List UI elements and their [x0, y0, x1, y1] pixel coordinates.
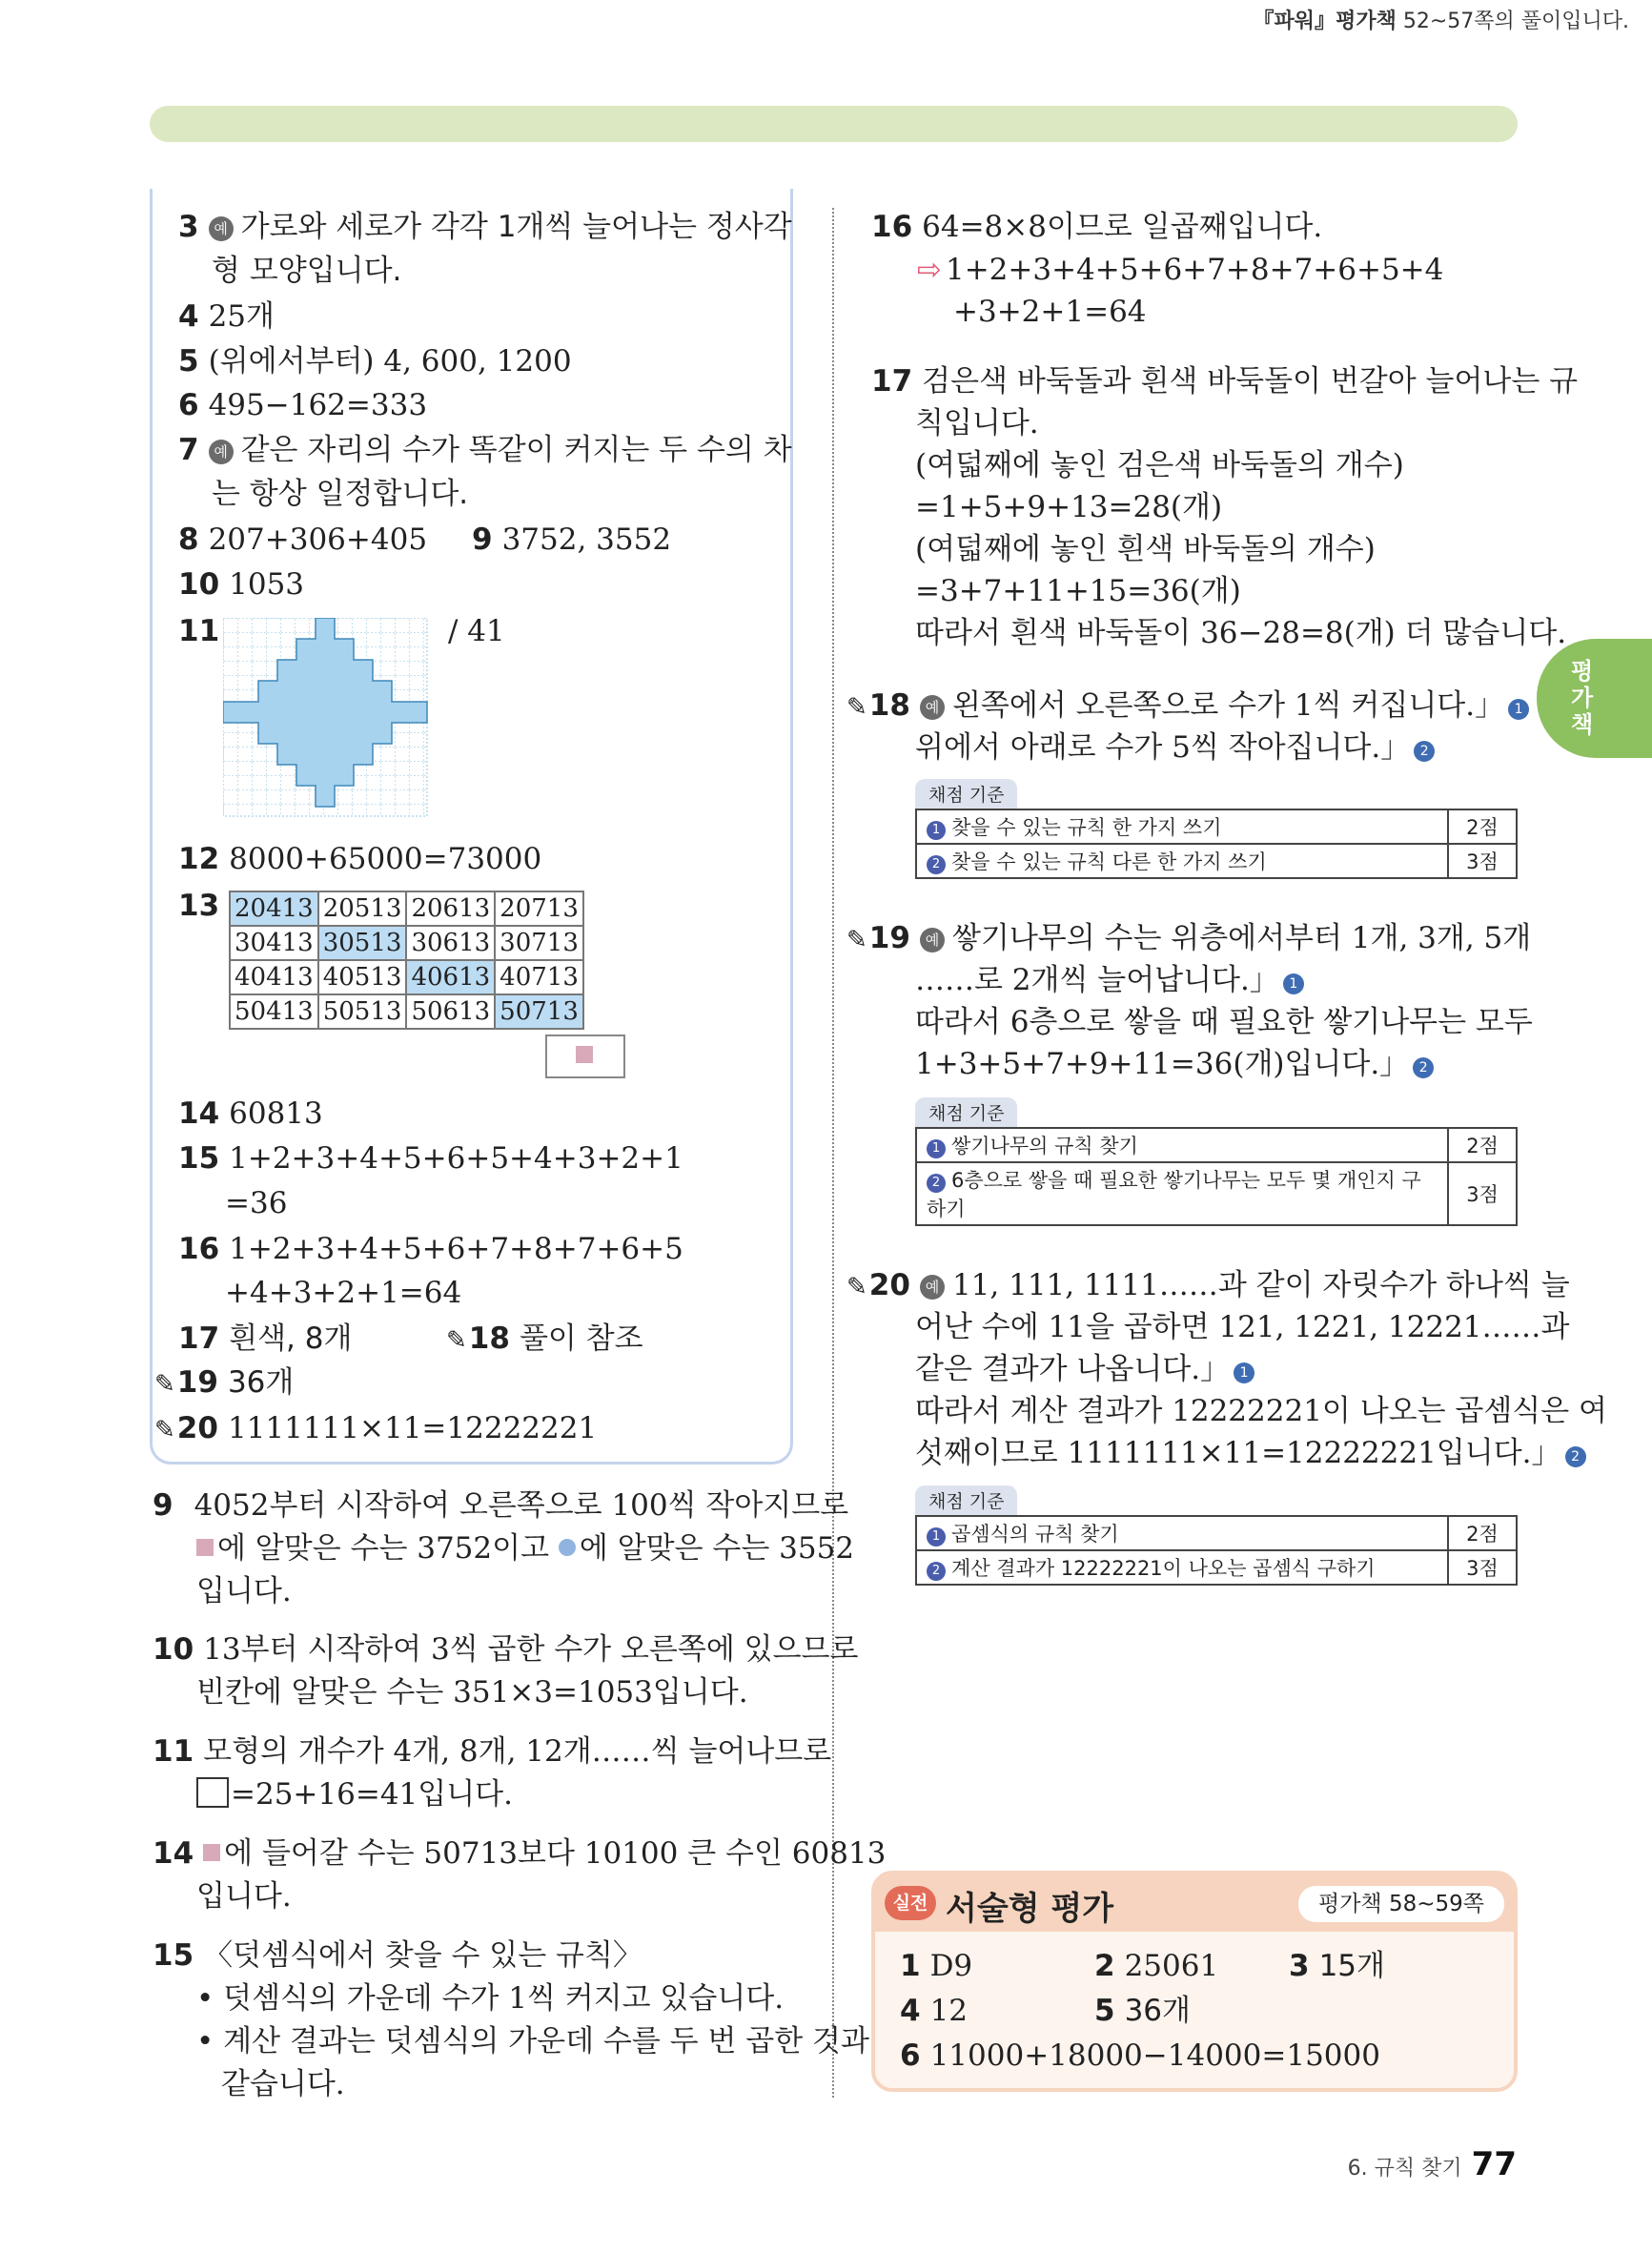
table-cell: 2 찾을 수 있는 규칙 다른 한 가지 쓰기: [916, 844, 1448, 878]
answer-8: 8 207+306+405: [178, 522, 428, 557]
header-banner: [150, 106, 1518, 142]
marker-1-icon: 1: [927, 821, 946, 840]
rubric-20-header: 채점 기준: [915, 1485, 1017, 1515]
answer-14: 14 60813: [178, 1096, 323, 1131]
table-cell: 3점: [1448, 1162, 1517, 1225]
page-number: 77: [1471, 2145, 1517, 2183]
side-tab-label: 평가책: [1571, 658, 1594, 738]
square-icon: [576, 1046, 593, 1063]
answer-3: 3 예 가로와 세로가 각각 1개씩 늘어나는 정사각: [178, 210, 792, 244]
marker-2-icon: 2: [927, 855, 946, 874]
answer-13: 13: [178, 889, 220, 923]
answer-15: 15 1+2+3+4+5+6+5+4+3+2+1: [178, 1141, 683, 1176]
header-text: 『파워』평가책 52~57쪽의 풀이입니다.: [1253, 10, 1629, 33]
table-cell: 30513: [318, 926, 407, 960]
pencil-icon: ✎: [846, 1273, 867, 1301]
explanation-19-line3: 따라서 6층으로 쌓을 때 필요한 쌓기나무는 모두: [915, 1005, 1533, 1039]
explanation-19-line4: 1+3+5+7+9+11=36(개)입니다.」 2: [915, 1045, 1434, 1083]
practice-answer-3: 3 15개: [1289, 1949, 1385, 1983]
table-row: [230, 926, 583, 960]
chapter-label: 6. 규칙 찾기: [1347, 2157, 1462, 2181]
table-cell: 1 쌓기나무의 규칙 찾기: [916, 1128, 1448, 1162]
rubric-19-table: [915, 1127, 1518, 1226]
answer-13-torn-cell: [545, 1034, 625, 1078]
table-cell: 2점: [1448, 1128, 1517, 1162]
table-cell: 2 계산 결과가 12222221이 나오는 곱셈식 구하기: [916, 1550, 1448, 1585]
explanation-20-line2: 어난 수에 11을 곱하면 121, 1221, 12221……과: [915, 1310, 1570, 1344]
explanation-17-line5: (여덟째에 놓인 흰색 바둑돌의 개수): [915, 532, 1376, 566]
table-cell: 40713: [495, 960, 583, 994]
explanation-15-line3: • 계산 결과는 덧셈식의 가운데 수를 두 번 곱한 것과: [196, 2024, 869, 2058]
rubric-18-table: [915, 809, 1518, 879]
explanation-20: ✎20 예 11, 111, 1111……과 같이 자릿수가 하나씩 늘: [846, 1268, 1570, 1302]
table-cell: 2 6층으로 쌓을 때 필요한 쌓기나무는 모두 몇 개인지 구하기: [916, 1162, 1448, 1225]
explanation-17-line2: 칙입니다.: [915, 406, 1039, 440]
marker-2-icon: 2: [927, 1174, 946, 1193]
table-cell: 40513: [318, 960, 407, 994]
answer-4: 4 25개: [178, 299, 275, 334]
table-row: [916, 1128, 1517, 1162]
practice-answer-4: 4 12: [900, 1994, 969, 2028]
explanation-16-line3: +3+2+1=64: [953, 295, 1147, 329]
table-row: [916, 1162, 1517, 1225]
table-row: [916, 1550, 1517, 1585]
marker-1-icon: 1: [1508, 699, 1529, 720]
explanation-11-line2: =25+16=41입니다.: [196, 1775, 513, 1813]
answer-9: 9 3752, 3552: [472, 522, 672, 557]
table-cell: 30413: [230, 926, 318, 960]
explanation-19-line2: ……로 2개씩 늘어납니다.」 1: [915, 961, 1304, 999]
circle-icon: [559, 1539, 576, 1556]
explanation-17-line3: (여덟째에 놓인 검은색 바둑돌의 개수): [915, 448, 1404, 482]
answer-20: ✎20 1111111×11=12222221: [154, 1411, 598, 1445]
answer-7: 7 예 같은 자리의 수가 똑같이 커지는 두 수의 차: [178, 433, 792, 467]
explanation-16: 16 64=8×8이므로 일곱째입니다.: [871, 210, 1323, 244]
practice-pages: 평가책 58~59쪽: [1298, 1886, 1504, 1922]
marker-2-icon: 2: [1565, 1446, 1586, 1467]
marker-2-icon: 2: [927, 1562, 946, 1581]
explanation-11: 11 모형의 개수가 4개, 8개, 12개……씩 늘어나므로: [153, 1734, 832, 1769]
explanation-20-line5: 섯째이므로 1111111×11=12222221입니다.」 2: [915, 1434, 1586, 1472]
answer-13-number-table: [229, 891, 584, 1030]
rubric-19-header: 채점 기준: [915, 1097, 1017, 1127]
table-cell: 20413: [230, 891, 318, 926]
explanation-9-line3: 입니다.: [196, 1574, 292, 1608]
explanation-18-line2: 위에서 아래로 수가 5씩 작아집니다.」 2: [915, 728, 1435, 767]
answer-7-cont: 는 항상 일정합니다.: [212, 477, 469, 511]
table-cell: 1 곱셈식의 규칙 찾기: [916, 1516, 1448, 1550]
table-cell: 50613: [406, 994, 495, 1029]
practice-badge: 실전: [885, 1886, 936, 1920]
table-row: [916, 844, 1517, 878]
answer-10: 10 1053: [178, 567, 305, 602]
explanation-14-line2: 입니다.: [196, 1879, 292, 1914]
table-cell: 30713: [495, 926, 583, 960]
table-cell: 2점: [1448, 1516, 1517, 1550]
table-cell: 20513: [318, 891, 407, 926]
arrow-right-icon: ⇨: [917, 253, 942, 287]
blank-box-icon: [196, 1777, 229, 1808]
answer-16: 16 1+2+3+4+5+6+7+8+7+6+5: [178, 1232, 683, 1266]
table-row: [230, 960, 583, 994]
practice-answer-5: 5 36개: [1094, 1994, 1191, 2028]
rubric-18-header: 채점 기준: [915, 779, 1017, 809]
side-tab: [1537, 639, 1652, 758]
column-divider: [832, 208, 834, 2098]
table-cell: 20713: [495, 891, 583, 926]
table-cell: 50713: [495, 994, 583, 1029]
explanation-20-line4: 따라서 계산 결과가 12222221이 나오는 곱셈식은 여: [915, 1394, 1607, 1428]
marker-1-icon: 1: [1234, 1362, 1254, 1383]
answer-11-value: / 41: [448, 614, 505, 648]
table-row: [230, 994, 583, 1029]
answer-5: 5 (위에서부터) 4, 600, 1200: [178, 344, 572, 379]
explanation-16-line2: ⇨ 1+2+3+4+5+6+7+8+7+6+5+4: [917, 253, 1444, 287]
explanation-17-line6: =3+7+11+15=36(개): [915, 574, 1241, 608]
table-cell: 30613: [406, 926, 495, 960]
answer-3-cont: 형 모양입니다.: [212, 254, 402, 288]
table-cell: 50413: [230, 994, 318, 1029]
explanation-17-line4: =1+5+9+13=28(개): [915, 490, 1223, 524]
table-cell: 40613: [406, 960, 495, 994]
answer-16-cont: +4+3+2+1=64: [225, 1276, 462, 1310]
explanation-10-line2: 빈칸에 알맞은 수는 351×3=1053입니다.: [196, 1675, 748, 1710]
explanation-9: 9 4052부터 시작하여 오른쪽으로 100씩 작아지므로: [153, 1488, 849, 1523]
explanation-9-line2: 에 알맞은 수는 3752이고 에 알맞은 수는 3552: [196, 1529, 854, 1567]
table-cell: 20613: [406, 891, 495, 926]
practice-answer-2: 2 25061: [1094, 1949, 1219, 1983]
answer-11-grid-figure: [223, 618, 429, 818]
marker-1-icon: 1: [927, 1139, 946, 1158]
marker-2-icon: 2: [1413, 1057, 1434, 1078]
explanation-19: ✎19 예 쌓기나무의 수는 위층에서부터 1개, 3개, 5개: [846, 921, 1532, 955]
practice-answer-1: 1 D9: [900, 1949, 973, 1983]
table-row: [916, 809, 1517, 844]
table-cell: 2점: [1448, 809, 1517, 844]
table-cell: 3점: [1448, 844, 1517, 878]
table-cell: 3점: [1448, 1550, 1517, 1585]
answer-12: 12 8000+65000=73000: [178, 842, 542, 876]
marker-1-icon: 1: [1283, 973, 1304, 994]
marker-2-icon: 2: [1414, 741, 1435, 762]
explanation-15-line2: • 덧셈식의 가운데 수가 1씩 커지고 있습니다.: [196, 1981, 785, 2016]
answer-17: 17 흰색, 8개: [178, 1321, 353, 1356]
practice-title: 서술형 평가: [946, 1890, 1114, 1928]
answer-15-cont: =36: [225, 1186, 288, 1220]
pencil-icon: ✎: [446, 1326, 467, 1355]
marker-1-icon: 1: [927, 1527, 946, 1546]
explanation-14: 14 에 들어갈 수는 50713보다 10100 큰 수인 60813: [153, 1836, 887, 1871]
table-cell: 50513: [318, 994, 407, 1029]
explanation-15: 15 〈덧셈식에서 찾을 수 있는 규칙〉: [153, 1938, 642, 1973]
pencil-icon: ✎: [846, 693, 867, 722]
page-footer: [1348, 2145, 1517, 2183]
table-cell: 40413: [230, 960, 318, 994]
answer-18: ✎18 풀이 참조: [446, 1321, 643, 1356]
answer-6: 6 495−162=333: [178, 388, 428, 422]
explanation-15-line4: 같습니다.: [221, 2067, 345, 2101]
table-row: [230, 891, 583, 926]
explanation-17-line7: 따라서 흰색 바둑돌이 36−28=8(개) 더 많습니다.: [915, 616, 1567, 650]
explanation-20-line3: 같은 결과가 나옵니다.」 1: [915, 1350, 1254, 1388]
table-cell: 1 찾을 수 있는 규칙 한 가지 쓰기: [916, 809, 1448, 844]
answer-11: 11: [178, 614, 220, 648]
explanation-10: 10 13부터 시작하여 3씩 곱한 수가 오른쪽에 있으므로: [153, 1632, 859, 1667]
explanation-18: ✎18 예 왼쪽에서 오른쪽으로 수가 1씩 커집니다.」 1: [846, 686, 1529, 727]
table-row: [916, 1516, 1517, 1550]
practice-answer-6: 6 11000+18000−14000=15000: [900, 2038, 1380, 2073]
square-icon: [196, 1539, 214, 1556]
square-icon: [203, 1844, 220, 1861]
pencil-icon: ✎: [846, 926, 867, 954]
answer-19: ✎19 36개: [154, 1365, 295, 1400]
rubric-20-table: [915, 1515, 1518, 1586]
pencil-icon: ✎: [154, 1370, 175, 1399]
explanation-17: 17 검은색 바둑돌과 흰색 바둑돌이 번갈아 늘어나는 규: [871, 364, 1579, 399]
pencil-icon: ✎: [154, 1416, 175, 1444]
